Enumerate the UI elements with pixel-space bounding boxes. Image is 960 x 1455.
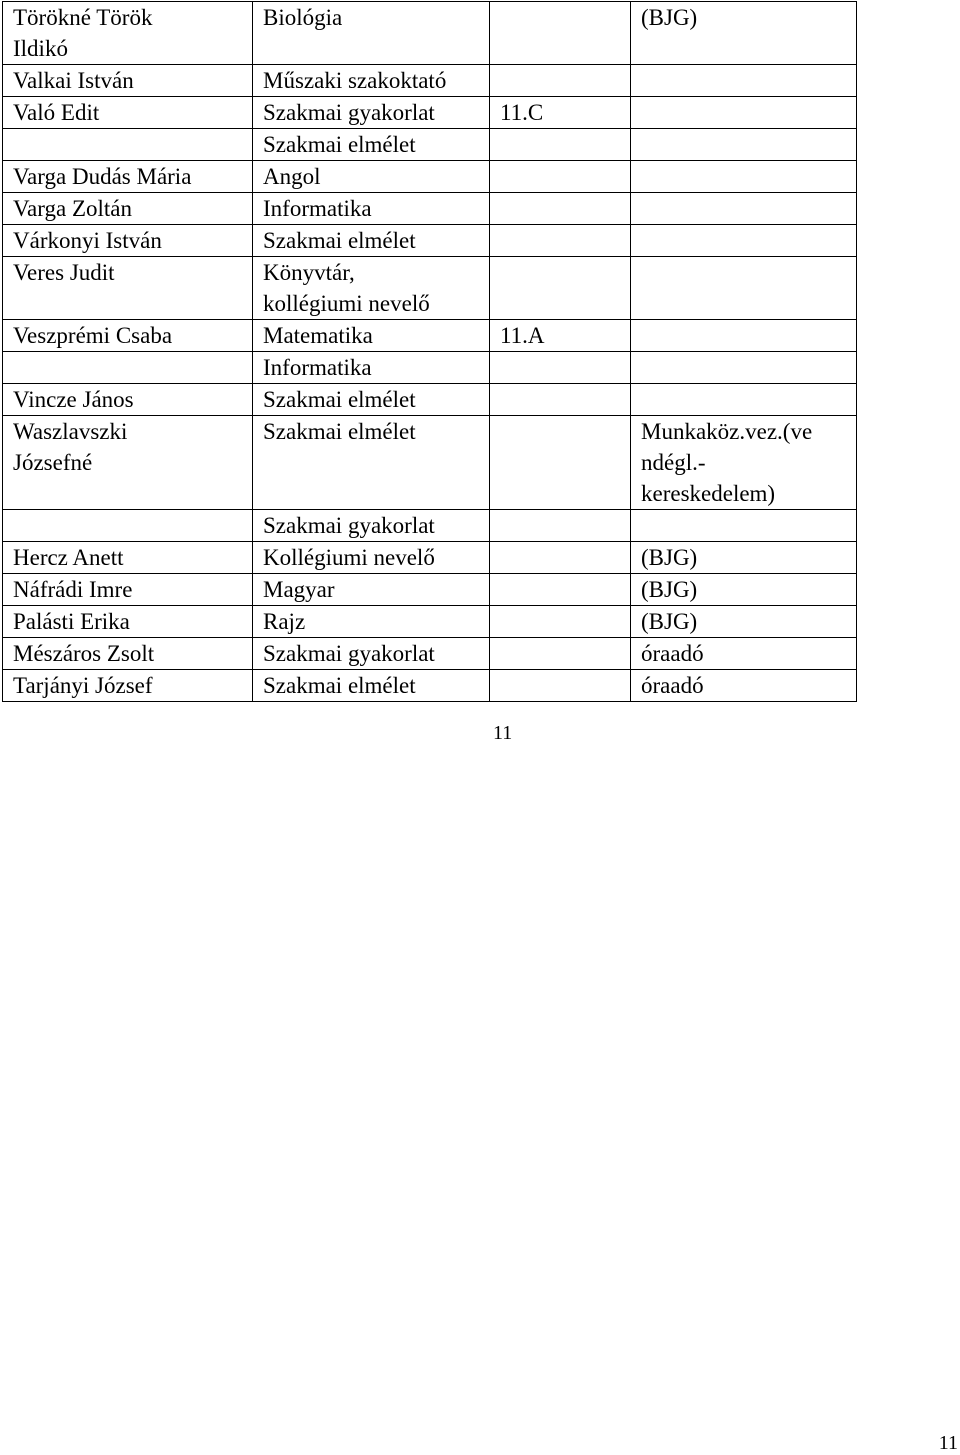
- subject-cell: Könyvtár, kollégiumi nevelő: [253, 257, 490, 320]
- note-cell: (BJG): [631, 606, 857, 638]
- class-cell: [490, 65, 631, 97]
- table-row: [3, 257, 857, 320]
- subject-cell: Matematika: [253, 320, 490, 352]
- table-row: [3, 574, 857, 606]
- class-cell: [490, 670, 631, 702]
- subject-cell: Szakmai gyakorlat: [253, 97, 490, 129]
- subject-cell: Angol: [253, 161, 490, 193]
- name-cell: Törökné Török Ildikó: [3, 2, 253, 65]
- subject-cell: Informatika: [253, 193, 490, 225]
- name-cell: Náfrádi Imre: [3, 574, 253, 606]
- class-cell: [490, 352, 631, 384]
- table-row: [3, 606, 857, 638]
- note-cell: [631, 193, 857, 225]
- name-cell: [3, 352, 253, 384]
- name-cell: Hercz Anett: [3, 542, 253, 574]
- table-row: [3, 2, 857, 65]
- table-row: [3, 416, 857, 510]
- table-row: [3, 161, 857, 193]
- note-cell: [631, 257, 857, 320]
- subject-cell: Szakmai elmélet: [253, 129, 490, 161]
- name-cell: [3, 510, 253, 542]
- name-cell: Veszprémi Csaba: [3, 320, 253, 352]
- table-row: [3, 638, 857, 670]
- note-cell: [631, 320, 857, 352]
- class-cell: [490, 416, 631, 510]
- class-cell: [490, 225, 631, 257]
- class-cell: [490, 638, 631, 670]
- note-cell: (BJG): [631, 542, 857, 574]
- class-cell: 11.C: [490, 97, 631, 129]
- note-cell: óraadó: [631, 670, 857, 702]
- note-cell: [631, 65, 857, 97]
- class-cell: [490, 257, 631, 320]
- class-cell: [490, 542, 631, 574]
- note-cell: (BJG): [631, 574, 857, 606]
- table-row: [3, 65, 857, 97]
- note-cell: [631, 129, 857, 161]
- note-cell: [631, 352, 857, 384]
- note-cell: (BJG): [631, 2, 857, 65]
- note-cell: [631, 384, 857, 416]
- class-cell: [490, 510, 631, 542]
- note-cell: Munkaköz.vez.(ve ndégl.- kereskedelem): [631, 416, 857, 510]
- subject-cell: Műszaki szakoktató: [253, 65, 490, 97]
- table-row: [3, 225, 857, 257]
- name-cell: Veres Judit: [3, 257, 253, 320]
- subject-cell: Informatika: [253, 352, 490, 384]
- subject-cell: Szakmai gyakorlat: [253, 510, 490, 542]
- table-row: [3, 510, 857, 542]
- note-cell: [631, 161, 857, 193]
- class-cell: [490, 606, 631, 638]
- table-row: [3, 384, 857, 416]
- subject-cell: Szakmai elmélet: [253, 225, 490, 257]
- table-row: [3, 193, 857, 225]
- name-cell: Varga Zoltán: [3, 193, 253, 225]
- class-cell: [490, 384, 631, 416]
- name-cell: Vincze János: [3, 384, 253, 416]
- subject-cell: Kollégiumi nevelő: [253, 542, 490, 574]
- corner-page-number: 11: [938, 1432, 958, 1454]
- table-row: [3, 542, 857, 574]
- note-cell: [631, 225, 857, 257]
- class-cell: 11.A: [490, 320, 631, 352]
- name-cell: Tarjányi József: [3, 670, 253, 702]
- note-cell: [631, 97, 857, 129]
- name-cell: [3, 129, 253, 161]
- class-cell: [490, 193, 631, 225]
- class-cell: [490, 129, 631, 161]
- name-cell: Varga Dudás Mária: [3, 161, 253, 193]
- table-row: [3, 129, 857, 161]
- class-cell: [490, 2, 631, 65]
- name-cell: Mészáros Zsolt: [3, 638, 253, 670]
- class-cell: [490, 161, 631, 193]
- subject-cell: Magyar: [253, 574, 490, 606]
- name-cell: Várkonyi István: [3, 225, 253, 257]
- table-row: [3, 320, 857, 352]
- class-cell: [490, 574, 631, 606]
- subject-cell: Rajz: [253, 606, 490, 638]
- note-cell: [631, 510, 857, 542]
- table-row: [3, 97, 857, 129]
- name-cell: Palásti Erika: [3, 606, 253, 638]
- subject-cell: Szakmai elmélet: [253, 416, 490, 510]
- subject-cell: Biológia: [253, 2, 490, 65]
- staff-table: [2, 1, 857, 702]
- page-number: 11: [493, 722, 513, 744]
- subject-cell: Szakmai elmélet: [253, 670, 490, 702]
- table-row: [3, 352, 857, 384]
- name-cell: Való Edit: [3, 97, 253, 129]
- name-cell: Valkai István: [3, 65, 253, 97]
- subject-cell: Szakmai elmélet: [253, 384, 490, 416]
- name-cell: Waszlavszki Józsefné: [3, 416, 253, 510]
- note-cell: óraadó: [631, 638, 857, 670]
- table-row: [3, 670, 857, 702]
- subject-cell: Szakmai gyakorlat: [253, 638, 490, 670]
